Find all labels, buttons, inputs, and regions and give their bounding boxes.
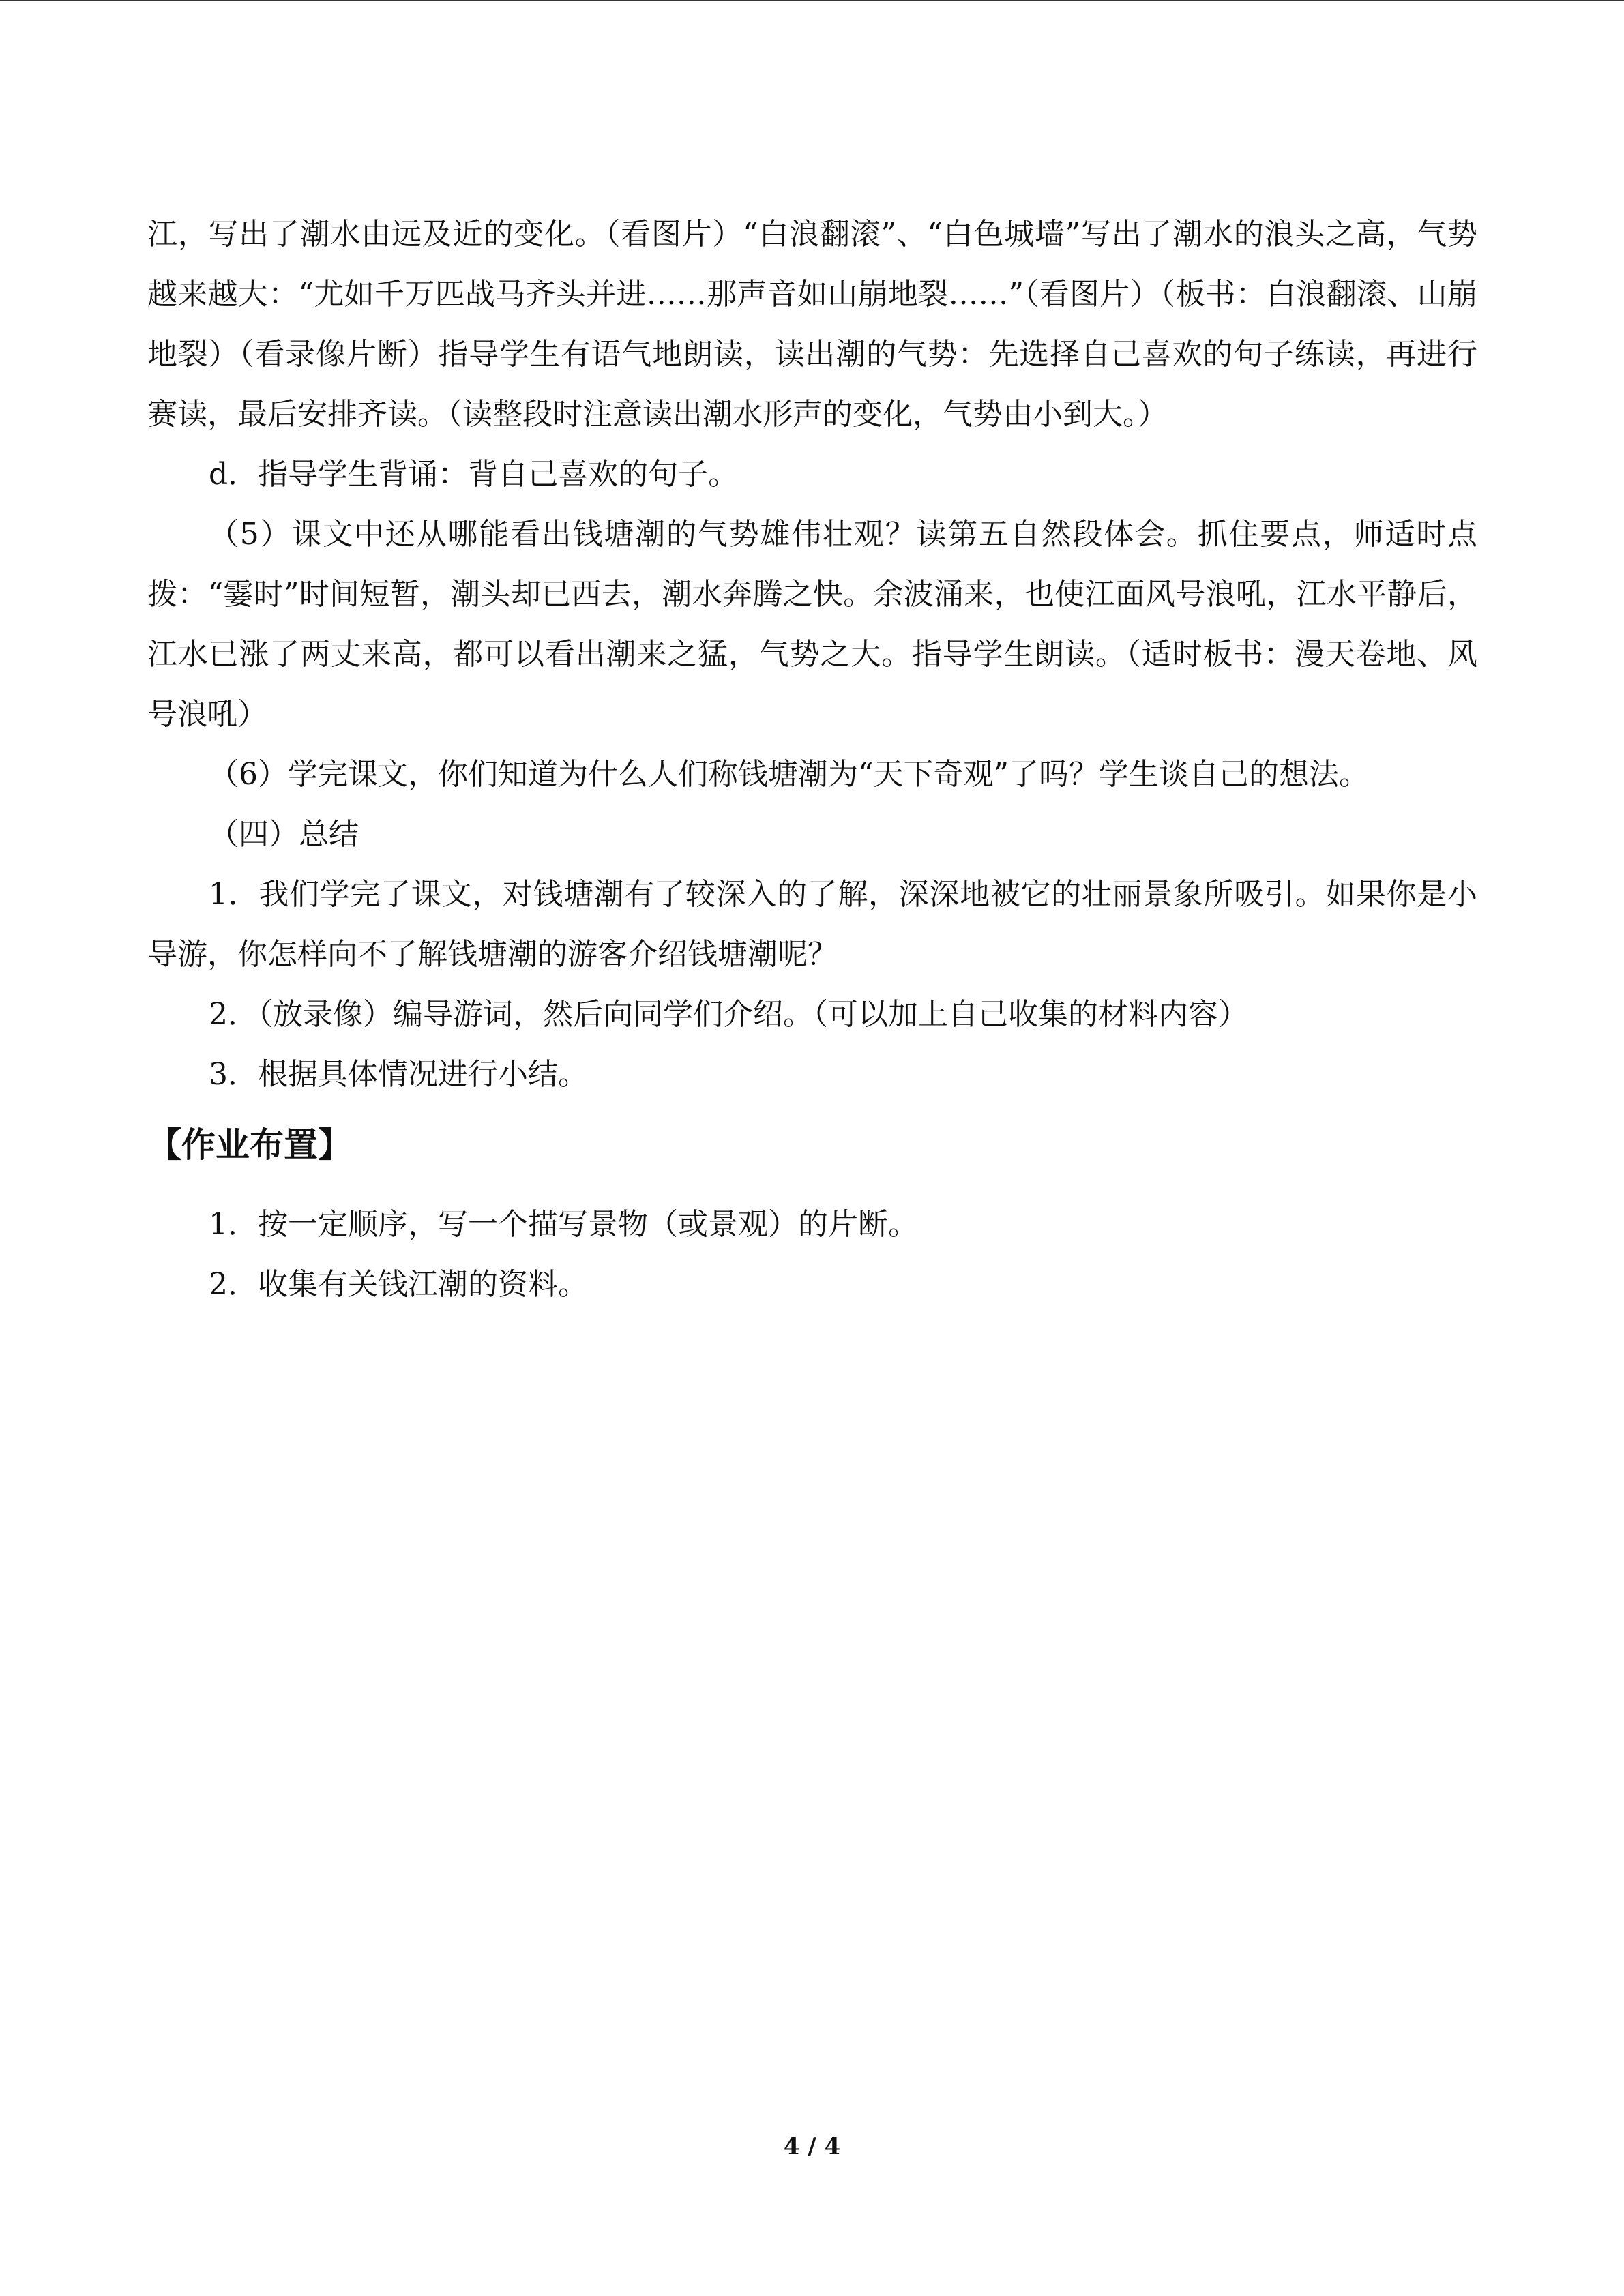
summary-item-1: 1．我们学完了课文，对钱塘潮有了较深入的了解，深深地被它的壮丽景象所吸引。如果你是小导游，你怎样向不了解钱塘潮的游客介绍钱塘潮呢？ <box>147 877 1477 972</box>
top-border-line <box>0 0 1624 1</box>
summary-item-2: 2．（放录像）编导游词，然后向同学们介绍。（可以加上自己收集的材料内容） <box>209 997 1248 1032</box>
document-body <box>147 205 1477 1315</box>
summary-item-3: 3．根据具体情况进行小结。 <box>209 1057 588 1092</box>
homework-item-1: 1．按一定顺序，写一个描写景物（或景观）的片断。 <box>209 1207 918 1242</box>
page-number: 4 / 4 <box>783 2133 841 2160</box>
paragraph-step-6: （6）学完课文，你们知道为什么人们称钱塘潮为“天下奇观”了吗？学生谈自己的想法。 <box>209 757 1369 792</box>
homework-heading: 【作业布置】 <box>147 1125 352 1165</box>
paragraph-step-5: （5）课文中还从哪能看出钱塘潮的气势雄伟壮观？读第五自然段体会。抓住要点，师适时点拨：“霎时”时间短暂，潮头却已西去，潮水奔腾之快。余波涌来，也使江面风号浪吼，江水平静后，江水已涨了两丈来高，都可以看出潮来之猛，气势之大。指导学生朗读。（适时板书：漫天卷地、风号浪吼） <box>147 517 1477 732</box>
section-summary-title: （四）总结 <box>209 817 359 852</box>
paragraph-recite-instruction: d．指导学生背诵：背自己喜欢的句子。 <box>209 457 739 492</box>
homework-item-2: 2．收集有关钱江潮的资料。 <box>209 1267 588 1302</box>
paragraph-continuation: 江，写出了潮水由远及近的变化。（看图片）“白浪翻滚”、“白色城墙”写出了潮水的浪头之高，气势越来越大：“尤如千万匹战马齐头并进……那声音如山崩地裂……”（看图片）（板书：白浪翻滚、山崩地裂）（看录像片断）指导学生有语气地朗读，读出潮的气势：先选择自己喜欢的句子练读，再进行赛读，最后安排齐读。（读整段时注意读出潮水形声的变化，气势由小到大。） <box>147 217 1477 432</box>
